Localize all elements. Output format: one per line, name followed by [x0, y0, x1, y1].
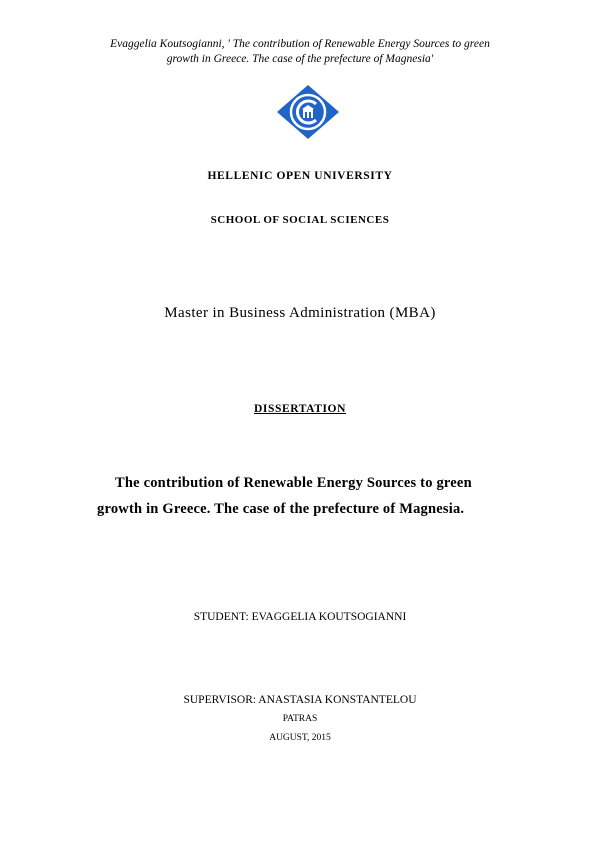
- dissertation-title: The contribution of Renewable Energy Sources to green growth in Greece. The case of the prefecture of Magnesia.: [97, 475, 472, 517]
- running-header: [60, 37, 540, 67]
- running-header-line-2: growth in Greece. The case of the prefecture of Magnesia': [166, 53, 434, 65]
- university-name: HELLENIC OPEN UNIVERSITY: [207, 170, 393, 182]
- date: AUGUST, 2015: [269, 733, 331, 743]
- student-name: STUDENT: EVAGGELIA KOUTSOGIANNI: [193, 611, 407, 623]
- university-logo-icon: [276, 84, 340, 140]
- running-header-line-1: Evaggelia Koutsogianni, ' The contribution of Renewable Energy Sources to green: [110, 38, 490, 50]
- degree-name: Master in Business Administration (MBA): [164, 305, 436, 321]
- city: PATRAS: [282, 714, 318, 724]
- school-name: SCHOOL OF SOCIAL SCIENCES: [210, 214, 390, 226]
- supervisor-name: SUPERVISOR: ANASTASIA KONSTANTELOU: [183, 694, 417, 706]
- logo-building: [303, 109, 313, 118]
- document-type: DISSERTATION: [253, 403, 346, 415]
